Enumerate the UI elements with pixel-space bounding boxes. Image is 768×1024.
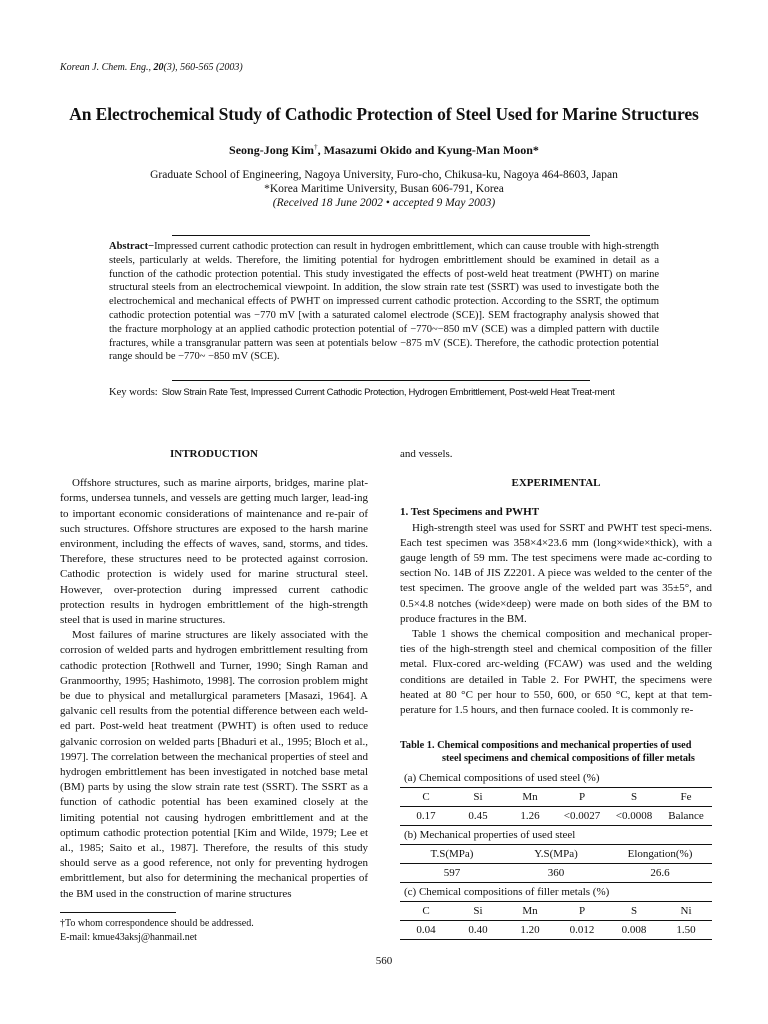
table-1-caption xyxy=(400,739,712,765)
table-header-cell: Y.S(MPa) xyxy=(504,845,608,864)
continued-text: and vessels. xyxy=(400,448,453,460)
table-cell: 1.50 xyxy=(660,921,712,940)
received-dates: (Received 18 June 2002 • accepted 9 May 2003) xyxy=(272,197,496,209)
table-header-cell: Mn xyxy=(504,902,556,921)
test-specimens-subheading: 1. Test Specimens and PWHT xyxy=(400,506,540,519)
footnote-correspondence: †To whom correspondence should be addressed. xyxy=(60,918,254,929)
table-header-cell: Ni xyxy=(660,902,712,921)
table-header-cell: Si xyxy=(452,902,504,921)
table-cell: 0.17 xyxy=(400,807,452,826)
table-cell: 0.40 xyxy=(452,921,504,940)
keywords xyxy=(109,386,659,400)
abstract-label: Abstract xyxy=(109,241,149,252)
table-header-cell: C xyxy=(400,902,452,921)
keywords-text: Slow Strain Rate Test, Impressed Current Cathodic Protection, Hydrogen Embrittlement, Post-weld Heat Treat-ment xyxy=(161,387,615,398)
abstract-top-rule xyxy=(172,235,590,236)
table-cell: 360 xyxy=(504,864,608,883)
table-1-label: Table 1. xyxy=(400,740,435,751)
table-cell: 0.008 xyxy=(608,921,660,940)
table-header-cell: P xyxy=(556,788,608,807)
corresponding-mark: † xyxy=(314,143,318,151)
affiliation-line-1: Graduate School of Engineering, Nagoya University, Furo-cho, Chikusa-ku, Nagoya 464-8603, Japan xyxy=(150,169,618,181)
table-header-cell: T.S(MPa) xyxy=(400,845,504,864)
table-cell: 597 xyxy=(400,864,504,883)
intro-paragraph-1: Offshore structures, such as marine airports, bridges, marine plat-forms, undersea tunnels, and vessels are getting much larger, lead-ing to important economic considerations of maintenance and re-pair of such structures. Offshore structures are exposed to the harsh marine environment, including the effects of waves, sand, storms, and tides. Therefore, these structures need to be protected against corrosion. Cathodic protection is widely used for marine structural steel. However, over-protection during impressed current cathodic protection results in hydrogen embrittlement of the high-strength steel that is used in marine structures. xyxy=(60,477,368,627)
experimental-heading: EXPERIMENTAL xyxy=(511,477,601,490)
table-header-cell: S xyxy=(608,788,660,807)
table-header-cell: C xyxy=(400,788,452,807)
journal-issue-pages: (3), 560-565 (2003) xyxy=(163,62,243,73)
table-cell: <0.0027 xyxy=(556,807,608,826)
table-header-cell: Fe xyxy=(660,788,712,807)
table-cell: Balance xyxy=(660,807,712,826)
abstract-dash: − xyxy=(148,241,155,252)
author-list xyxy=(40,143,728,158)
corresponding-author: Seong-Jong Kim xyxy=(229,143,315,157)
table-cell: 0.45 xyxy=(452,807,504,826)
table-header-cell: Elongation(%) xyxy=(608,845,712,864)
table-header-cell: S xyxy=(608,902,660,921)
paper-title: An Electrochemical Study of Cathodic Protection of Steel Used for Marine Structures xyxy=(69,104,699,124)
affiliation-line-2: *Korea Maritime University, Busan 606-791, Korea xyxy=(264,183,504,195)
abstract-text: Impressed current cathodic protection can result in hydrogen embrittlement, which can cause trouble with high-strength steels, particularly at welds. Therefore, the limiting potential for hydrogen embrittlement should be examined in detail as a function of the cathodic protection potential. This study investigated the effects of post-weld heat treatment (PWHT) on marine structural steels from an electrochemical viewpoint. In addition, the slow strain rate test (SSRT) was used to investigate both the electrochemical and mechanical effects of PWHT on impressed current cathodic protection. According to the SSRT, the optimum cathodic protection potential was −770 mV [with a saturated calomel electrode (SCE)]. SEM fractography analysis showed that the fracture morphology at an applied cathodic protection potential of −770~−850 mV (SCE) was a dimpled pattern with ductile fractures, while a transgranular pattern was seen at potentials below −875 mV (SCE). Therefore, the cathodic protection potential range should be −770~ −850 mV (SCE). xyxy=(109,241,659,363)
abstract-bottom-rule xyxy=(172,380,590,381)
journal-volume: 20 xyxy=(153,62,164,73)
journal-citation: Korean J. Chem. Eng., 20(3), 560-565 (2003) xyxy=(60,62,243,73)
abstract xyxy=(109,240,659,364)
table-header-cell: Si xyxy=(452,788,504,807)
keywords-label: Key words: xyxy=(109,387,158,398)
journal-name: Korean J. Chem. Eng. xyxy=(60,62,149,73)
left-column xyxy=(60,447,368,902)
experimental-paragraph-2: Table 1 shows the chemical composition and mechanical proper-ties of the high-strength steel and chemical composition of the filler metal. Flux-cored arc-welding (FCAW) was used and the welding conditions are detailed in Table 2. For PWHT, the specimens were heated at 80 °C per hour to 550, 600, or 650 °C, kept at that tem-perature for 1.5 hours, and then furnace cooled. It is commonly re- xyxy=(400,628,712,717)
intro-paragraph-2: Most failures of marine structures are likely associated with the corrosion of welded parts and hydrogen embrittlement resulting from cathodic protection [Rothwell and Turner, 1990; Singh Raman and Granmoorthy, 1995; Hashimoto, 1998]. The corrosion problem might be due to physical and metallurgical parameters [Masazi, 1964]. A galvanic cell results from the potential difference between each weld-ed part. Post-weld heat treatment (PWHT) is often used to reduce galvanic corrosion on welded parts [Bhaduri et al., 1995; Bloch et al., 1997]. The correlation between the mechanical properties of steel and hydrogen embrittlement has been investigated in notched base metal (BM) parts by using the slow strain rate test (SSRT). The SSRT as a function of cathodic potential has been examined closely at the limiting potential not causing hydrogen embrittlement and at the optimum cathodic protection potential [Kim and Wilde, 1979; Lee et al., 1985; Saito et al., 1987]. Therefore, the results of this study should serve as a good reference, not only for preventing hydrogen embrittlement, but also for determining the mechanical properties of the BM used in the construction of marine structures xyxy=(60,629,368,900)
footnote-email: E-mail: kmue43aksj@hanmail.net xyxy=(60,932,197,943)
table-cell: 0.04 xyxy=(400,921,452,940)
table-1c-title: (c) Chemical compositions of filler metals (%) xyxy=(400,883,712,902)
table-1-caption-line-1: Chemical compositions and mechanical properties of used xyxy=(437,740,692,751)
affiliation-block xyxy=(40,168,728,210)
table-1 xyxy=(400,769,712,940)
footnote xyxy=(60,917,380,945)
experimental-paragraph-1: High-strength steel was used for SSRT and PWHT test speci-mens. Each test specimen was 358×4×23.6 mm (long×wide×thick), with a gauge length of 59 mm. The test specimens were made ac-cording to section No. 14B of JIS Z2201. A piece was welded to the center of the test specimen. The groove angle of the welded part was 35±5°, and 0.5×4.8 notches (wide×deep) were made on both sides of the BM to produce fractures in the BM. xyxy=(400,521,712,625)
table-1-caption-line-2: steel specimens and chemical compositions of filler metals xyxy=(442,753,695,764)
table-cell: 1.26 xyxy=(504,807,556,826)
page-number: 560 xyxy=(375,955,393,967)
coauthors: , Masazumi Okido and Kyung-Man Moon* xyxy=(317,143,539,157)
table-cell: <0.0008 xyxy=(608,807,660,826)
table-cell: 0.012 xyxy=(556,921,608,940)
introduction-heading: INTRODUCTION xyxy=(169,448,258,460)
table-header-cell: P xyxy=(556,902,608,921)
table-1b-title: (b) Mechanical properties of used steel xyxy=(400,826,712,845)
right-column xyxy=(400,447,712,718)
footnote-rule xyxy=(60,912,176,913)
table-header-cell: Mn xyxy=(504,788,556,807)
table-1a-title: (a) Chemical compositions of used steel (%) xyxy=(404,772,600,784)
table-cell: 1.20 xyxy=(504,921,556,940)
table-cell: 26.6 xyxy=(608,864,712,883)
